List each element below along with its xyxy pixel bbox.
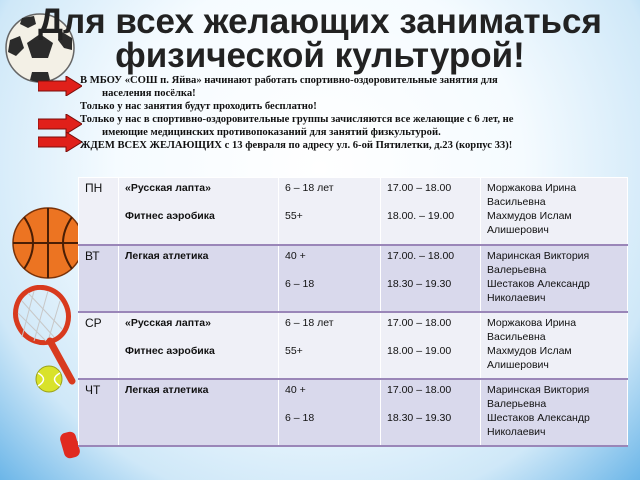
- coach-cell: [481, 379, 628, 446]
- day-cell: СР: [79, 312, 119, 379]
- activity-name: Легкая атлетика: [125, 249, 209, 262]
- time-slot: 18.30 – 19.30: [387, 277, 452, 290]
- activity-cell: [119, 312, 279, 379]
- intro-line: Только у нас в спортивно-оздоровительные группы зачисляются все желающие с 6 лет, не: [80, 114, 514, 125]
- age-cell: [279, 379, 381, 446]
- coach-cell: [481, 178, 628, 245]
- coach-line: Алишерович: [487, 224, 549, 236]
- day-cell: ЧТ: [79, 379, 119, 446]
- intro-text: [80, 74, 636, 152]
- coach-line: Николаевич: [487, 425, 546, 438]
- day-cell: ПН: [79, 178, 119, 245]
- coach-line: Махмудов Ислам: [487, 344, 572, 357]
- activity-name: «Русская лапта»: [125, 182, 211, 194]
- time-slot: 18.00. – 19.00: [387, 210, 455, 222]
- coach-line: Шестаков Александр: [487, 411, 590, 424]
- time-slot: 17.00 – 18.00: [387, 383, 452, 396]
- intro-line: ЖДЕМ ВСЕХ ЖЕЛАЮЩИХ с 13 февраля по адресу ул. 6-ой Пятилетки, д.23 (корпус 33)!: [80, 140, 513, 151]
- time-cell: [381, 312, 481, 379]
- activity-name: Фитнес аэробика: [125, 344, 215, 357]
- table-row: [79, 312, 628, 379]
- time-slot: 17.00 – 18.00: [387, 182, 452, 194]
- age-group: 6 – 18: [285, 411, 315, 424]
- time-cell: [381, 379, 481, 446]
- activity-name: Фитнес аэробика: [125, 210, 215, 222]
- page-title: физической культурой!: [115, 36, 525, 75]
- age-cell: [279, 312, 381, 379]
- intro-line: В МБОУ «СОШ п. Яйва» начинают работать спортивно-оздоровительные занятия для: [80, 75, 498, 86]
- table-row: [79, 245, 628, 312]
- tennis-ball-icon: [34, 364, 64, 394]
- time-slot: 17.00. – 18.00: [387, 249, 455, 262]
- table-row: [79, 178, 628, 245]
- time-cell: [381, 245, 481, 312]
- age-cell: [279, 245, 381, 312]
- activity-cell: [119, 178, 279, 245]
- intro-line: имеющие медицинских противопоказаний для занятий физкультурой.: [102, 127, 441, 138]
- coach-line: Моржакова Ирина: [487, 316, 577, 329]
- arrow-icon: [38, 114, 82, 134]
- coach-line: Алишерович: [487, 358, 549, 371]
- activity-cell: [119, 245, 279, 312]
- arrow-icon: [38, 132, 82, 152]
- coach-cell: [481, 312, 628, 379]
- activity-cell: [119, 379, 279, 446]
- arrow-icon: [38, 76, 82, 96]
- coach-line: Васильевна: [487, 196, 546, 208]
- intro-line: населения посёлка!: [102, 88, 196, 99]
- time-slot: 18.30 – 19.30: [387, 411, 452, 424]
- coach-line: Шестаков Александр: [487, 277, 590, 290]
- basketball-icon: [10, 205, 86, 281]
- age-group: 55+: [285, 210, 303, 222]
- coach-line: Николаевич: [487, 291, 546, 304]
- coach-line: Валерьевна: [487, 397, 547, 410]
- coach-line: Махмудов Ислам: [487, 210, 572, 222]
- activity-name: «Русская лапта»: [125, 316, 211, 329]
- table-row: [79, 379, 628, 446]
- schedule-table: [78, 177, 628, 447]
- intro-line: Только у нас занятия будут проходить бесплатно!: [80, 101, 317, 112]
- coach-cell: [481, 245, 628, 312]
- page-title: Для всех желающих заниматься: [38, 2, 602, 41]
- age-group: 6 – 18: [285, 277, 315, 290]
- activity-name: Легкая атлетика: [125, 383, 209, 396]
- coach-line: Маринская Виктория: [487, 249, 590, 262]
- time-slot: 18.00 – 19.00: [387, 344, 452, 357]
- age-group: 6 – 18 лет: [285, 316, 334, 329]
- day-cell: ВТ: [79, 245, 119, 312]
- age-group: 55+: [285, 344, 303, 357]
- age-group: 6 – 18 лет: [285, 182, 334, 194]
- coach-line: Васильевна: [487, 330, 546, 343]
- coach-line: Моржакова Ирина: [487, 182, 577, 194]
- coach-line: Маринская Виктория: [487, 383, 590, 396]
- coach-line: Валерьевна: [487, 263, 547, 276]
- time-cell: [381, 178, 481, 245]
- time-slot: 17.00 – 18.00: [387, 316, 452, 329]
- age-cell: [279, 178, 381, 245]
- age-group: 40 +: [285, 383, 306, 396]
- age-group: 40 +: [285, 249, 306, 262]
